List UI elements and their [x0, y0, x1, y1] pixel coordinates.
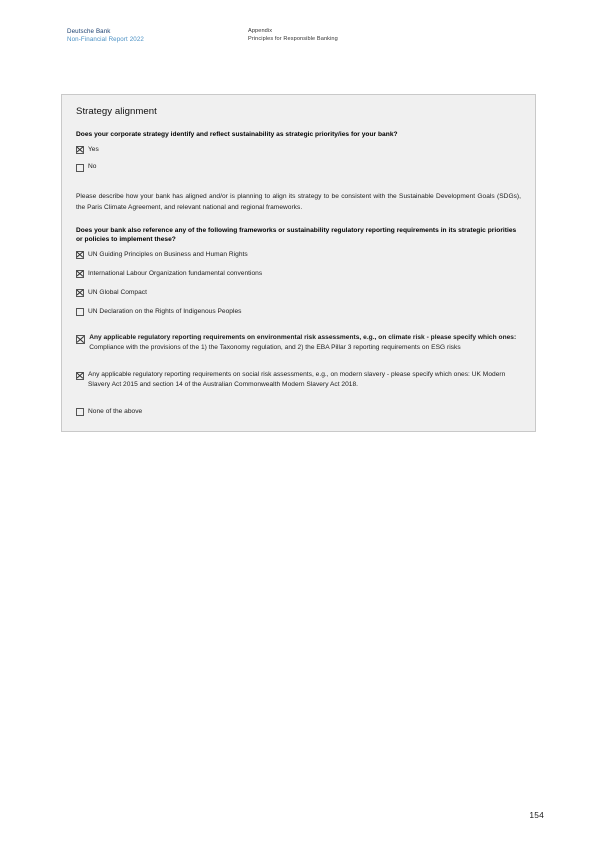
checkbox-icon[interactable]	[76, 408, 84, 416]
checkbox-icon[interactable]	[76, 251, 84, 259]
checkbox-icon[interactable]	[76, 270, 84, 278]
framework-option-1[interactable]	[76, 250, 521, 260]
checkbox-option-no[interactable]	[76, 162, 521, 172]
header-left	[67, 28, 144, 45]
option-label: UN Global Compact	[88, 288, 147, 296]
option-label: UN Declaration on the Rights of Indigenous Peoples	[88, 307, 242, 315]
framework-option-3[interactable]	[76, 288, 521, 298]
checkbox-row[interactable]	[76, 250, 521, 260]
describe-paragraph: Please describe how your bank has aligned and/or is planning to align its strategy to be consistent with the Sustainable Development Goals (SDGs), the Paris Climate Agreement, and relevant national and regional frameworks.	[76, 193, 521, 211]
checkbox-row[interactable]	[76, 333, 521, 353]
question-1-text: Does your corporate strategy identify and reflect sustainability as strategic priority/ies for your bank?	[76, 131, 398, 138]
option-label-rest: Compliance with the provisions of the 1) the Taxonomy regulation, and 2) the EBA Pillar 3 reporting requirements on ESG risks	[89, 344, 461, 352]
page-number: 154	[529, 810, 544, 820]
option-label: Yes	[88, 145, 99, 153]
strategy-alignment-panel	[61, 94, 536, 432]
social-regulatory-option[interactable]	[76, 370, 521, 390]
option-label: None of the above	[88, 407, 143, 415]
spacer	[76, 181, 521, 192]
option-label-bold: Any applicable regulatory reporting requirements on environmental risk assessments, e.g., on climate risk - please specify which ones:	[89, 334, 517, 342]
option-label: International Labour Organization fundamental conventions	[88, 269, 263, 277]
spacer	[76, 399, 521, 407]
spacer	[76, 325, 521, 333]
checkbox-row[interactable]	[76, 307, 521, 317]
header-section	[248, 28, 338, 43]
section-label: Appendix	[248, 28, 273, 34]
page-header	[0, 28, 600, 54]
framework-option-4[interactable]	[76, 307, 521, 317]
checkbox-icon[interactable]	[76, 289, 84, 297]
question-1-options	[76, 145, 521, 173]
option-label: No	[88, 163, 97, 171]
checkbox-option-yes[interactable]	[76, 145, 521, 155]
checkbox-icon[interactable]	[76, 308, 84, 316]
option-label: UN Guiding Principles on Business and Human Rights	[88, 250, 248, 258]
spacer	[76, 154, 521, 162]
checkbox-icon[interactable]	[76, 335, 85, 344]
environmental-regulatory-option[interactable]	[76, 333, 521, 353]
checkbox-row[interactable]	[76, 288, 521, 298]
checkbox-icon[interactable]	[76, 372, 84, 380]
checkbox-icon[interactable]	[76, 146, 84, 154]
panel-title: Strategy alignment	[76, 106, 157, 117]
checkbox-icon[interactable]	[76, 164, 84, 172]
question-2-text: Does your bank also reference any of the following frameworks or sustainability regulatory reporting requirements in its strategic priorities or policies to implement these?	[76, 226, 517, 244]
spacer	[76, 213, 521, 226]
checkbox-row[interactable]	[76, 407, 521, 417]
checkbox-row[interactable]	[76, 370, 521, 390]
report-title: Non-Financial Report 2022	[67, 36, 144, 44]
option-label: Any applicable regulatory reporting requirements on social risk assessments, e.g., on modern slavery - please specify which ones: UK Modern Slavery Act 2015 and section 14 of the Australian Commonwealth Modern Slavery Act 2018.	[88, 371, 506, 389]
spacer	[76, 362, 521, 370]
checkbox-row[interactable]	[76, 269, 521, 279]
framework-option-2[interactable]	[76, 269, 521, 279]
option-label	[89, 333, 521, 353]
none-of-the-above-option[interactable]	[76, 407, 521, 417]
subsection-label: Principles for Responsible Banking	[248, 35, 338, 42]
brand-name: Deutsche Bank	[67, 28, 111, 35]
